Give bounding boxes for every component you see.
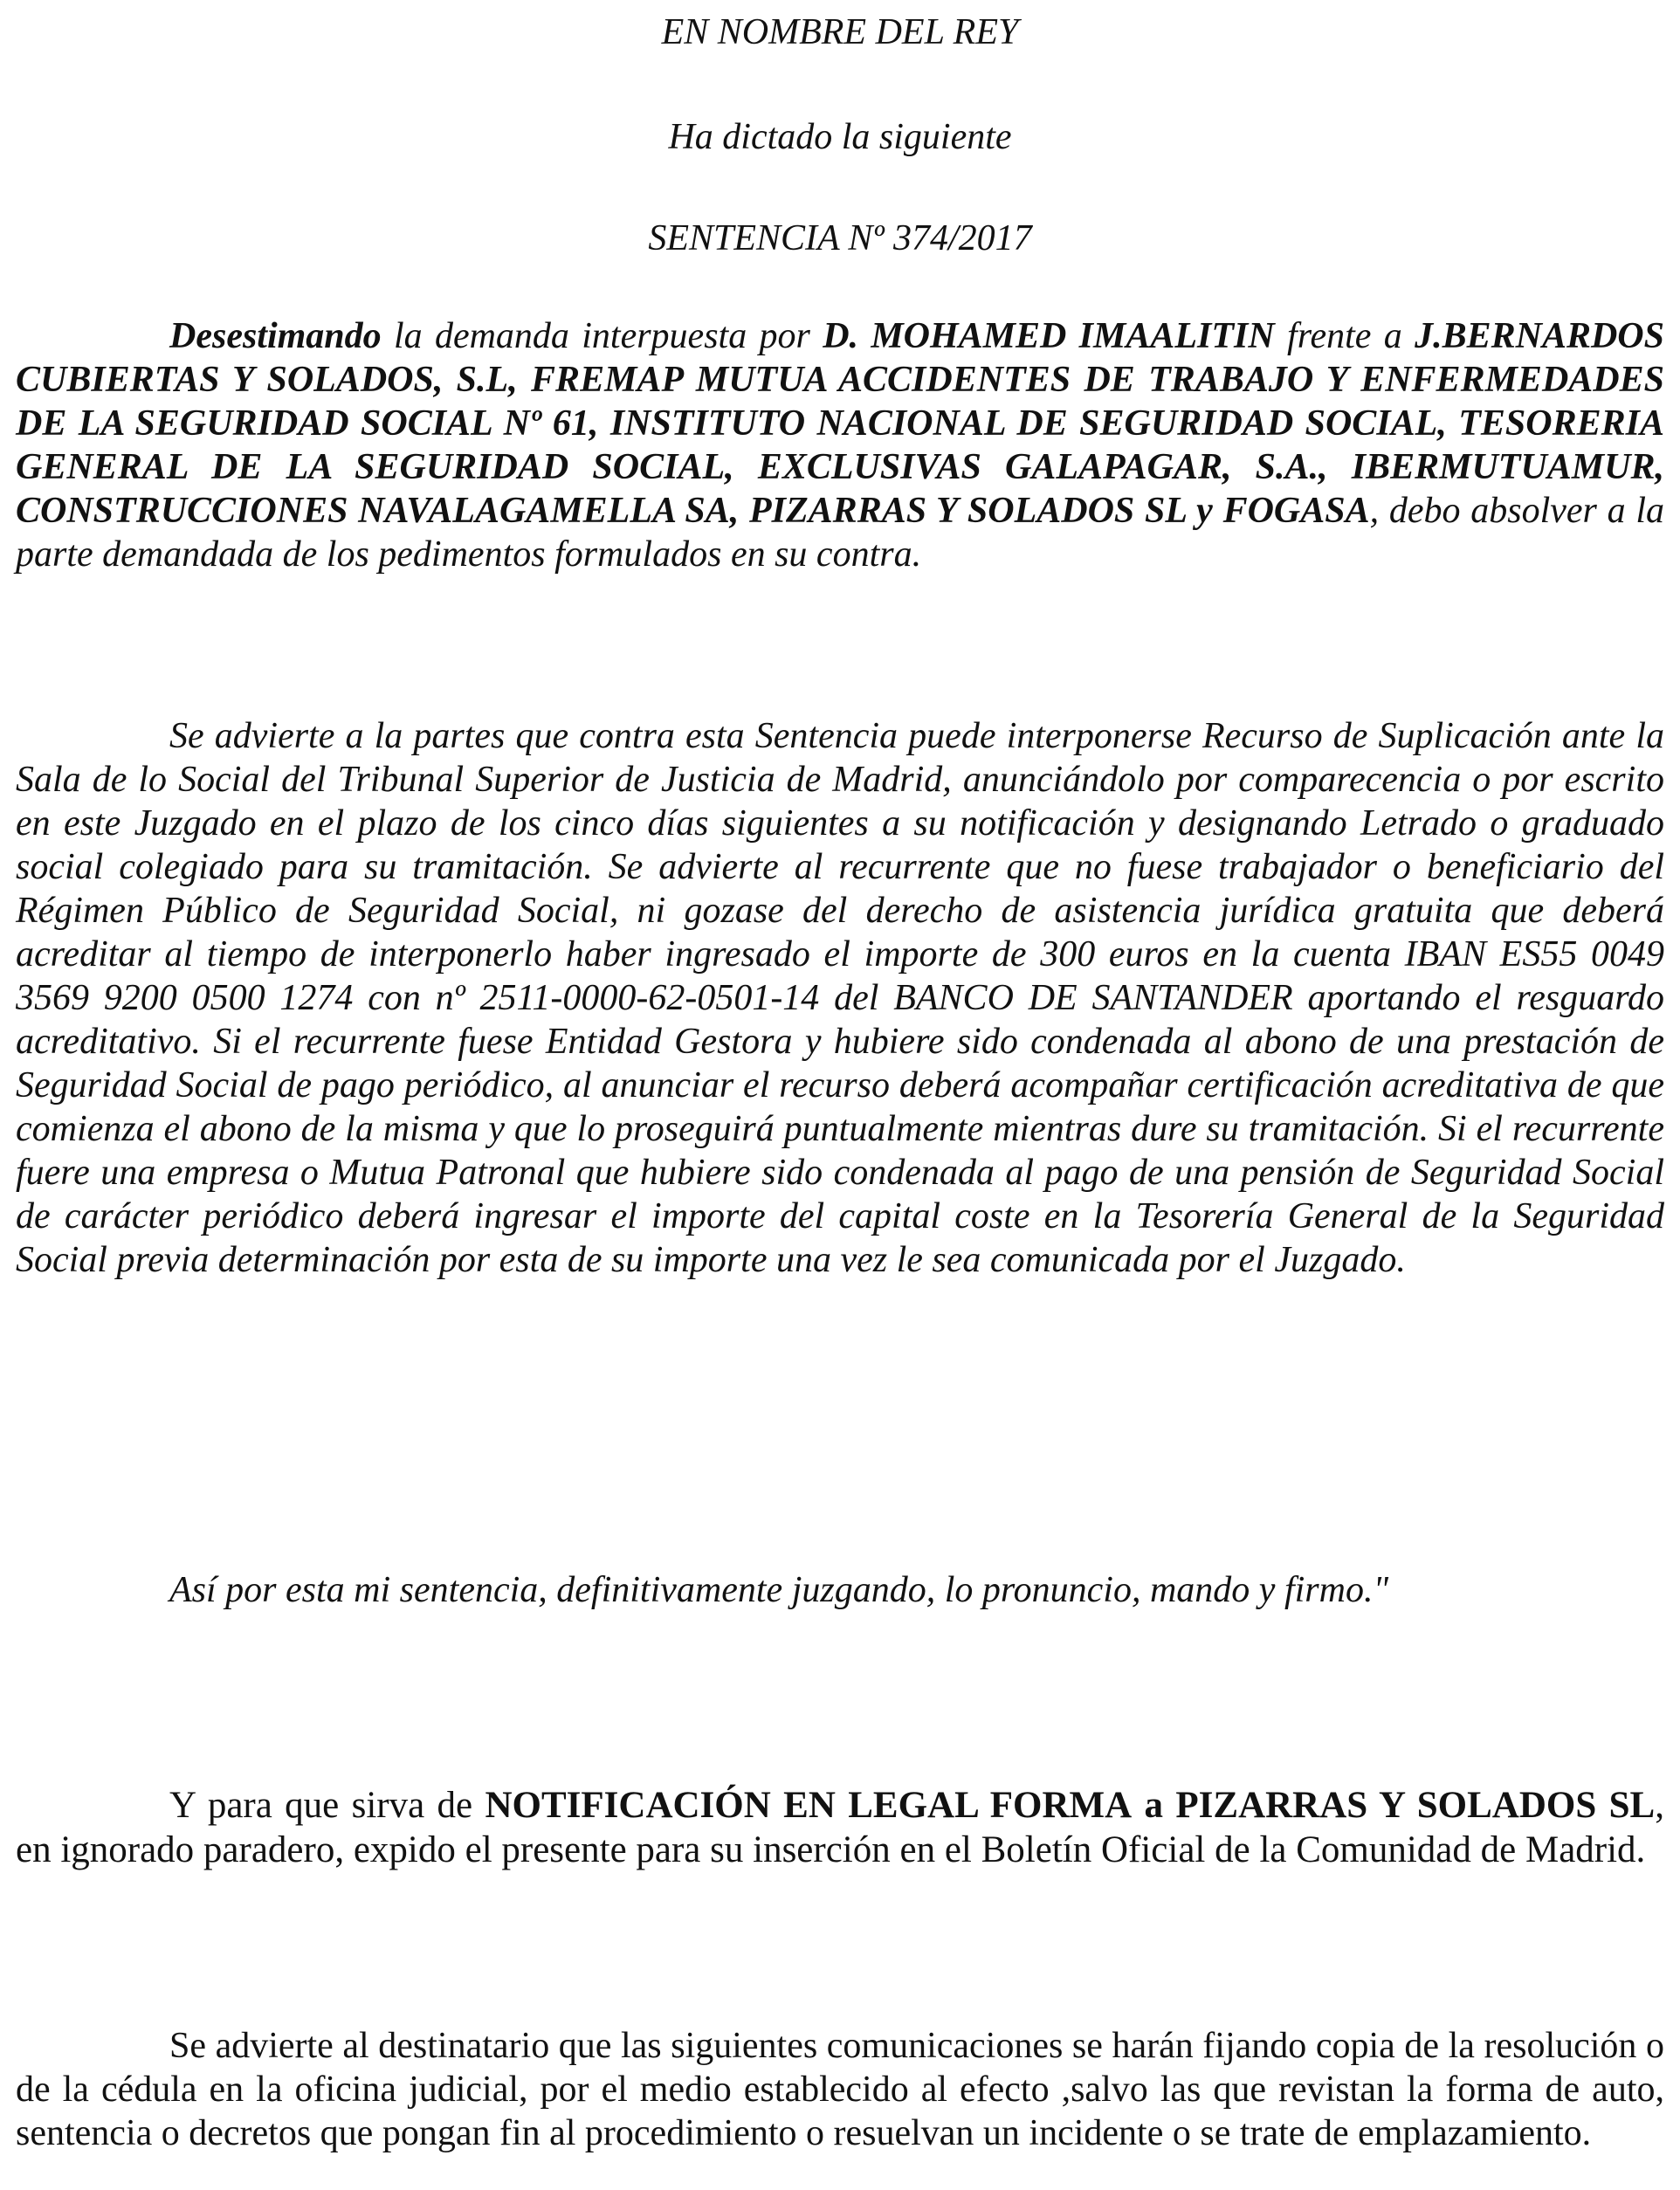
ruling-text-a: la demanda interpuesta por [381,316,823,356]
ruling-text-b: frente a [1274,316,1415,356]
ruling-text-d: , debo absolver a la parte demandada de los pedimentos formulados en su contra. [16,491,1664,575]
closing-paragraph: Así por esta mi sentencia, definitivamente juzgando, lo pronuncio, mando y firmo." [169,1570,1389,1610]
ruling-last-defendant: FOGASA [1222,491,1370,531]
ruling-plaintiff: D. MOHAMED IMAALITIN [823,316,1275,356]
ruling-text-c: y [1186,491,1223,531]
notification-bold-b: a PIZARRAS Y SOLADOS SL [1144,1785,1656,1826]
notification-text-a: Y para que sirva de [169,1785,485,1826]
ruling-lead: Desestimando [169,316,382,356]
appeal-notice-paragraph: Se advierte a la partes que contra esta Sentencia puede interponerse Recurso de Suplicación ante la Sala de lo Social del Tribunal Superior de Justicia de Madrid, anunciándolo por comparecencia o por escrito en este Juzgado en el plazo de los cinco días siguientes a su notificación y designando Letrado o graduado social colegiado para su tramitación. Se advierte al recurrente que no fuese trabajador o beneficiario del Régimen Público de Seguridad Social, ni gozase del derecho de asistencia jurídica gratuita que deberá acreditar al tiempo de interponerlo haber ingresado el importe de 300 euros en la cuenta IBAN ES55 0049 3569 9200 0500 1274 con nº 2511-0000-62-0501-14 del BANCO DE SANTANDER aportando el resguardo acreditativo. Si el recurrente fuese Entidad Gestora y hubiere sido condenada al abono de una prestación de Seguridad Social de pago periódico, al anunciar el recurso deberá acompañar certificación acreditativa de que comienza el abono de la misma y que lo proseguirá puntualmente mientras dure su tramitación. Si el recurrente fuere una empresa o Mutua Patronal que hubiere sido condenada al pago de una pensión de Seguridad Social de carácter periódico deberá ingresar el importe del capital coste en la Tesorería General de la Seguridad Social previa determinación por esta de su importe una vez le sea comunicada por el Juzgado. [16,716,1664,1280]
header-en-nombre-del-rey: EN NOMBRE DEL REY [661,12,1019,52]
notification-text-b [1132,1785,1144,1826]
header-ha-dictado: Ha dictado la siguiente [668,117,1012,157]
warning-paragraph: Se advierte al destinatario que las siguientes comunicaciones se harán fijando copia de la resolución o de la cédula en la oficina judicial, por el medio establecido al efecto ,salvo las que revistan la forma de auto, sentencia o decretos que pongan fin al procedimiento o resuelvan un incidente o se trate de emplazamiento. [16,2026,1664,2153]
notification-paragraph [16,1783,1664,1872]
notification-bold-a: NOTIFICACIÓN EN LEGAL FORMA [485,1785,1133,1826]
ruling-paragraph [16,314,1664,576]
notification-text-c: , en ignorado paradero, expido el presente para su inserción en el Boletín Oficial de la Comunidad de Madrid. [16,1785,1664,1870]
header-sentencia-number: SENTENCIA Nº 374/2017 [648,218,1032,258]
ruling-defendants: J.BERNARDOS CUBIERTAS Y SOLADOS, S.L, FREMAP MUTUA ACCIDENTES DE TRABAJO Y ENFERMEDADES DE LA SEGURIDAD SOCIAL Nº 61, INSTITUTO NACIONAL DE SEGURIDAD SOCIAL, TESORERIA GENERAL DE LA SEGURIDAD SOCIAL, EXCLUSIVAS GALAPAGAR, S.A., IBERMUTUAMUR, CONSTRUCCIONES NAVALAGAMELLA SA, PIZARRAS Y SOLADOS SL [16,316,1664,531]
